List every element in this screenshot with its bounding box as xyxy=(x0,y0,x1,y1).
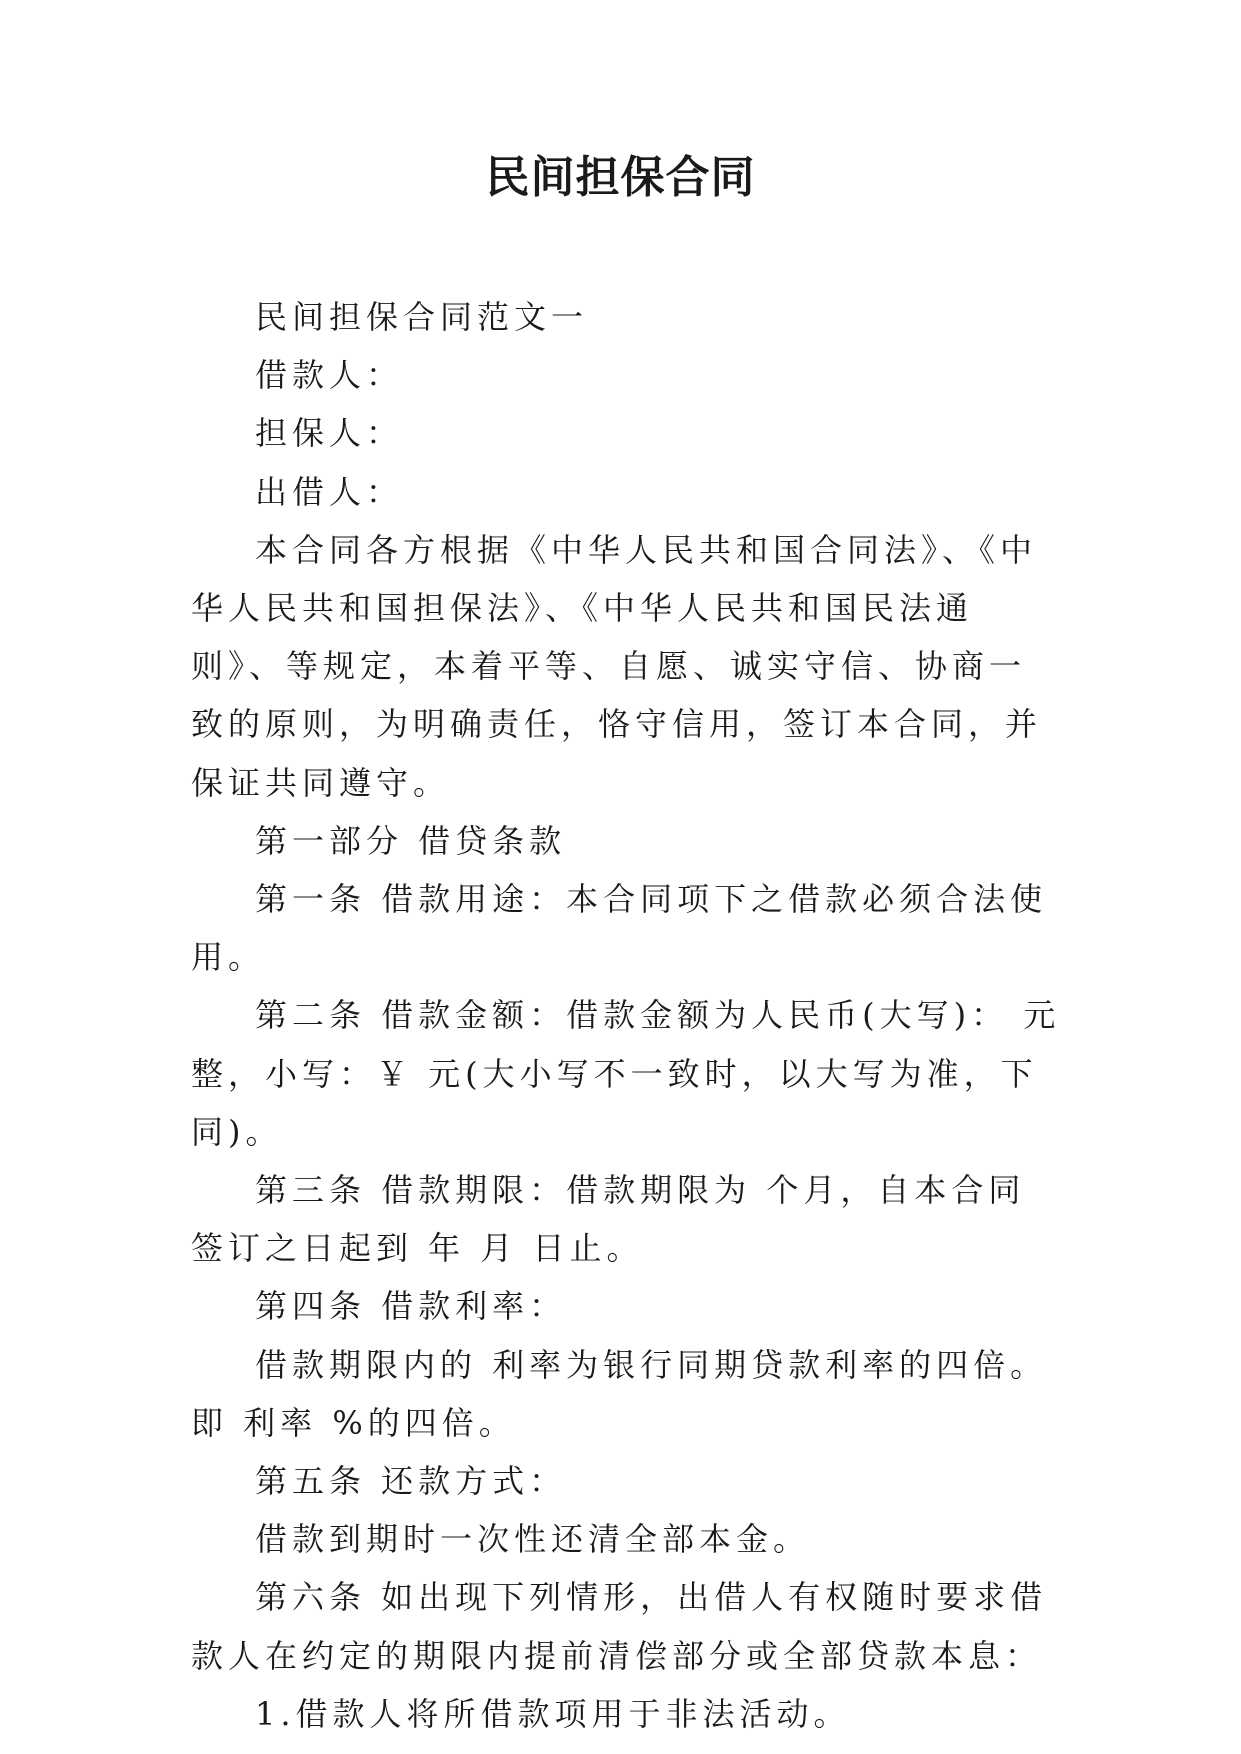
paragraph-subtitle: 民间担保合同范文一 xyxy=(255,298,589,336)
document-body xyxy=(191,288,1061,1743)
clause-6-early-repayment: 第六条 如出现下列情形，出借人有权随时要求借款人在约定的期限内提前清偿部分或全部贷款本息： xyxy=(191,1578,1048,1675)
paragraph-guarantor: 担保人： xyxy=(255,414,404,453)
clause-4-rate-detail: 借款期限内的 利率为银行同期贷款利率的四倍。即 利率 %的四倍。 xyxy=(191,1345,1048,1442)
clause-6-item-1: 1.借款人将所借款项用于非法活动。 xyxy=(255,1694,851,1733)
clause-3-loan-term: 第三条 借款期限：借款期限为 个月，自本合同签订之日起到 年 月 日止。 xyxy=(191,1171,1026,1268)
paragraph-preamble: 本合同各方根据《中华人民共和国合同法》、《中华人民共和国担保法》、《中华人民共和国民法通则》、等规定，本着平等、自愿、诚实守信、协商一致的原则，为明确责任，恪守信用，签订本合同，并保证共同遵守。 xyxy=(191,530,1043,802)
clause-2-loan-amount: 第二条 借款金额：借款金额为人民币(大写)： 元整，小写：￥ 元(大小写不一致时，以大写为准，下同)。 xyxy=(191,996,1061,1151)
paragraph-borrower: 借款人： xyxy=(255,356,404,395)
clause-1-loan-purpose: 第一条 借款用途：本合同项下之借款必须合法使用。 xyxy=(191,880,1048,977)
clause-4-interest-rate: 第四条 借款利率： xyxy=(255,1287,567,1326)
clause-5-repayment: 第五条 还款方式： xyxy=(255,1462,567,1501)
document-title: 民间担保合同 xyxy=(485,152,756,203)
paragraph-lender: 出借人： xyxy=(255,472,404,511)
section-heading-loan-terms: 第一部分 借贷条款 xyxy=(255,821,567,860)
clause-5-repayment-detail: 借款到期时一次性还清全部本金。 xyxy=(255,1520,811,1559)
